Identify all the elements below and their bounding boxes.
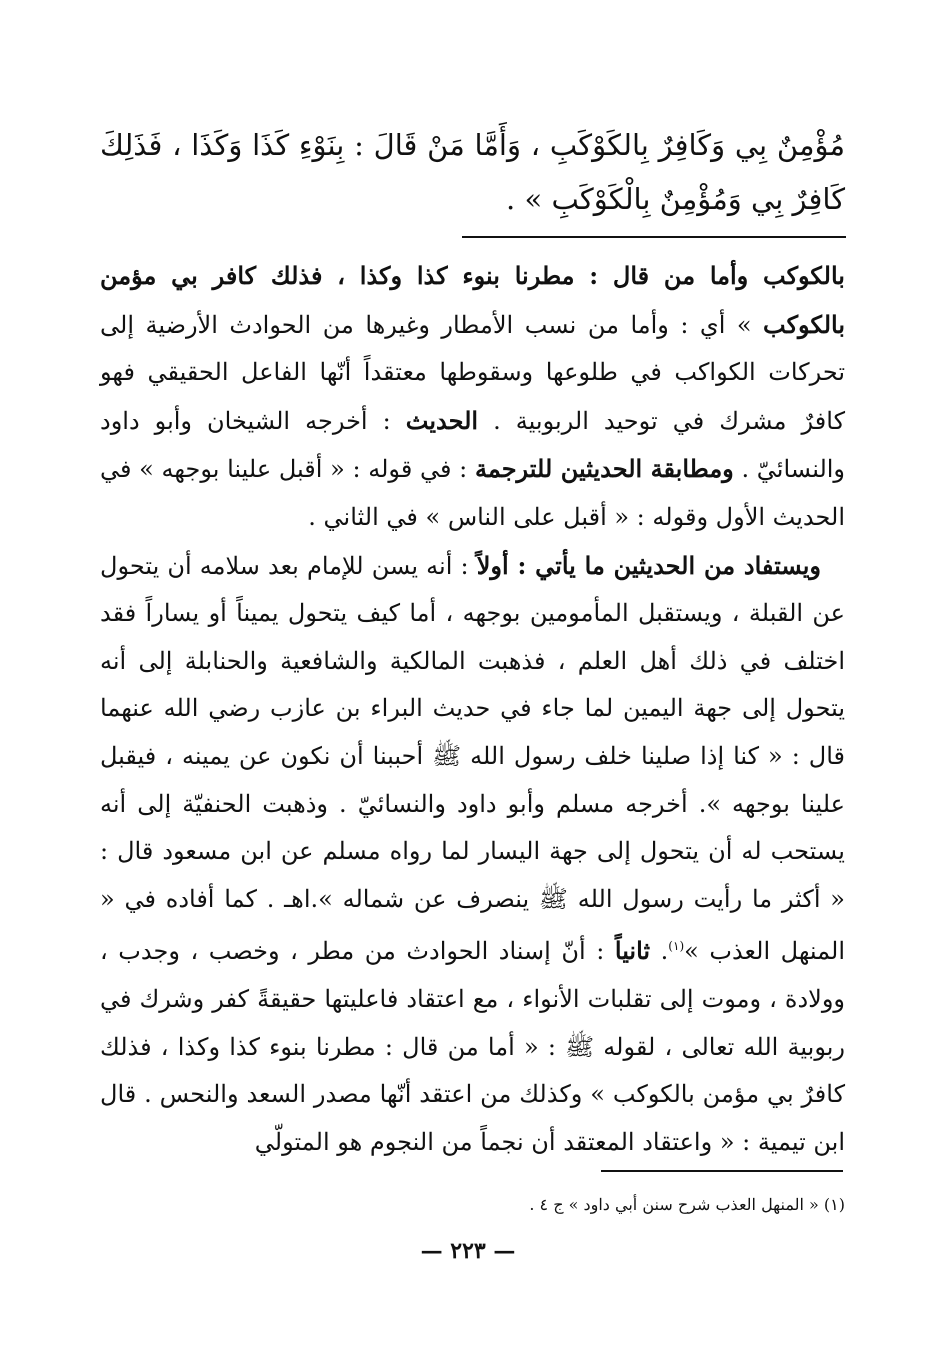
hadith-line-2: كَافِرٌ بِي وَمُؤْمِنٌ بِالْكَوْكَبِ » . xyxy=(506,182,845,216)
hadith-divider xyxy=(462,236,846,238)
secondly-heading: ثانياً xyxy=(614,936,651,966)
hadith-line-1: مُؤْمِنٌ بِي وَكَافِرٌ بِالكَوْكَبِ ، وَأَمَّا مَنْ قَالَ : بِنَوْءِ كَذَا وَكَذَا ، فَذَلِكَ xyxy=(100,128,845,162)
commentary-text xyxy=(100,252,845,1166)
takhrij-text: : أخرجه الشيخان وأبو داود والنسائيّ . xyxy=(100,406,846,484)
benefits-heading: ويستفاد من الحديثين ما يأتي : أولاً xyxy=(476,550,821,580)
relevance-text: : في قوله : « أقبل علينا بوجهه » في الحديث الأول وقوله : « أقبل على الناس » في الثاني . xyxy=(100,455,845,531)
separator-text: . xyxy=(650,937,669,966)
footnote: (١) « المنهل العذب شرح سنن أبي داود » ج ٤ . xyxy=(529,1195,845,1214)
benefit-two-text: : أنّ إسناد الحوادث من مطر ، وخصب ، وجدب ، وولادة ، وموت إلى تقلبات الأنواء ، مع اعتقاد فاعليتها حقيقةً كفر وشرك في ربوبية الله تعالى ، لقوله ﷺ : « أما من قال : مطرنا بنوء كذا وكذا ، فذلك كافرٌ بي مؤمن بالكوكب » وكذلك من اعتقد أنّها مصدر السعد والنحس . قال ابن تيمية : « واعتقاد المعتقد أن نجماً من النجوم هو المتولّي xyxy=(100,937,845,1156)
hadith-phrase-bold: بالكوكب وأما من قال : مطرنا بنوء كذا وكذا ، فذلك كافر بي مؤمن بالكوكب xyxy=(100,261,845,339)
paragraph-2 xyxy=(100,542,845,1167)
paragraph-1 xyxy=(100,252,845,542)
footnote-reference: (١) xyxy=(668,939,685,954)
hadith-heading: الحديث xyxy=(405,405,479,435)
page-number: — ٢٢٣ — xyxy=(420,1238,516,1264)
hadith-quote xyxy=(100,118,845,226)
benefit-one-text: : أنه يسن للإمام بعد سلامه أن يتحول عن القبلة ، ويستقبل المأمومين بوجهه ، أما كيف يتحول يميناً أو يساراً فقد اختلف في ذلك أهل العلم ، فذهبت المالكية والشافعية والحنابلة إلى أنه يتحول إلى جهة اليمين لما جاء في حديث البراء بن عازب رضي الله عنهما قال : « كنا إذا صلينا خلف رسول الله ﷺ أحببنا أن نكون عن يمينه ، فيقبل علينا بوجهه ». أخرجه مسلم وأبو داود والنسائيّ . وذهبت الحنفيّة إلى أنه يستحب له أن يتحول إلى جهة اليسار لما رواه مسلم عن ابن مسعود قال : « أكثر ما رأيت رسول الله ﷺ ينصرف عن شماله ».اهـ . كما أفاده في « المنهل العذب » xyxy=(100,551,845,966)
relevance-heading: ومطابقة الحديثين للترجمة xyxy=(474,454,734,484)
footnote-divider xyxy=(601,1170,843,1172)
explanation-text: » أي : وأما من نسب الأمطار وغيرها من الحوادث الأرضية إلى تحركات الكواكب في طلوعها وسقوطها معتقداً أنّها الفاعل الحقيقي فهو كافرٌ مشرك في توحيد الربوبية . xyxy=(100,310,845,435)
